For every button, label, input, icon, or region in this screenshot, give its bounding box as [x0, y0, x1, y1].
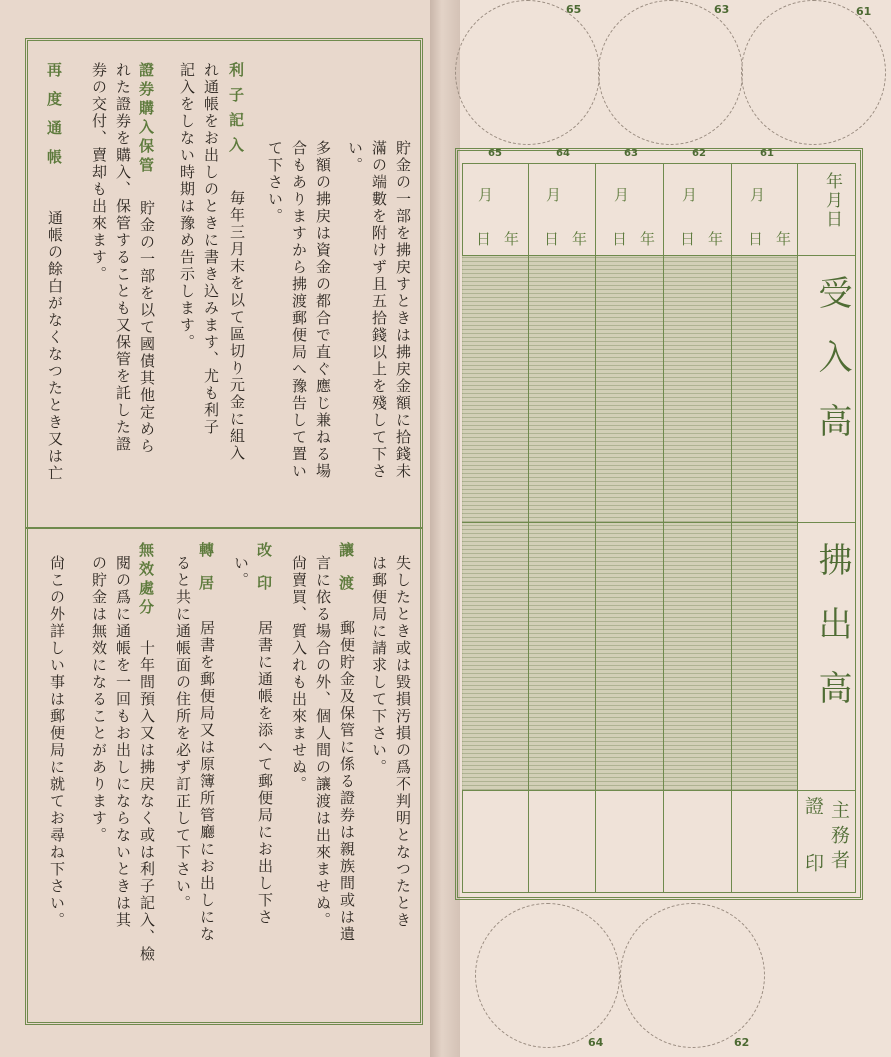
year-label: 年	[776, 230, 792, 248]
text-col: 言に依る場合の外、個人間の讓渡は出來ませぬ。	[314, 555, 332, 929]
section-heading-move: 轉居	[197, 542, 215, 608]
tab-number: 62	[692, 148, 706, 159]
grid-row-line	[462, 522, 856, 523]
tab-number: 65	[488, 148, 502, 159]
text-col: 毎年三月末を以て區切り元金に組入	[228, 190, 246, 462]
circle-number: 61	[856, 5, 872, 18]
postmark-circle	[475, 903, 620, 1048]
text-col: 滿の端數を附けず且五拾錢以上を殘して下さ	[370, 140, 388, 480]
circle-number: 65	[566, 3, 582, 16]
day-label: 日	[748, 230, 764, 248]
text-col: れ通帳をお出しのときに書き込みます、尤も利子	[202, 62, 220, 436]
text-col: 貯金の一部を以て國債其他定めら	[138, 200, 156, 455]
grid-row-line	[462, 790, 856, 791]
circle-number: 62	[734, 1036, 750, 1049]
section-heading-reissue: 再度通帳	[45, 62, 63, 178]
grid-col-line	[528, 163, 529, 893]
month-label: 月	[614, 186, 630, 204]
seal-label-officer: 主務者	[828, 800, 850, 875]
text-col: 尙賣買、質入れも出來ませぬ。	[290, 555, 308, 793]
text-col: は郵便局に請求して下さい。	[370, 555, 388, 776]
year-label: 年	[504, 230, 520, 248]
grid-col-line	[595, 163, 596, 893]
text-col: 居書を郵便局又は原簿所管廳にお出しにな	[198, 620, 216, 943]
text-col: 閱の爲に通帳を一回もお出しにならないときは其	[114, 555, 132, 929]
text-col: の貯金は無效になることがあります。	[90, 555, 108, 844]
day-label: 日	[680, 230, 696, 248]
grid-row-line	[462, 255, 856, 256]
text-col: い。	[232, 555, 250, 589]
circle-number: 64	[588, 1036, 604, 1049]
text-col: 郵便貯金及保管に係る證券は親族間或は遺	[338, 620, 356, 943]
text-col: 尙この外詳しい事は郵便局に就てお尋ね下さい。	[48, 555, 66, 929]
month-label: 月	[478, 186, 494, 204]
day-label: 日	[612, 230, 628, 248]
text-col: 合もありますから拂渡郵便局へ豫告して置い	[290, 140, 308, 480]
month-label: 月	[546, 186, 562, 204]
text-col: て下さい。	[266, 140, 284, 225]
section-heading-invalidation: 無效處分	[137, 542, 155, 618]
section-heading-securities: 證券購入保管	[137, 62, 155, 176]
text-col: 券の交付、賣却も出來ます。	[90, 62, 108, 283]
withdraw-label: 拂出高	[812, 542, 852, 734]
postmark-circle	[598, 0, 743, 145]
circle-number: 63	[714, 3, 730, 16]
text-col: 貯金の一部を拂戻すときは拂戻金額に拾錢未	[394, 140, 412, 480]
seal-label-stamp: 證印	[802, 796, 824, 910]
text-col: 居書に通帳を添へて郵便局にお出し下さ	[256, 620, 274, 926]
postmark-circle	[620, 903, 765, 1048]
tab-number: 63	[624, 148, 638, 159]
grid-col-line	[663, 163, 664, 893]
left-frame-divider	[25, 527, 423, 529]
text-col: ると共に通帳面の住所を必ず訂正して下さい。	[174, 555, 192, 912]
text-col: 記入をしない時期は豫め告示します。	[178, 62, 196, 351]
year-label: 年	[640, 230, 656, 248]
day-label: 日	[544, 230, 560, 248]
tab-number: 64	[556, 148, 570, 159]
date-header: 年月日	[822, 172, 842, 229]
postmark-circle	[455, 0, 600, 145]
month-label: 月	[682, 186, 698, 204]
text-col: い。	[346, 140, 364, 174]
year-label: 年	[708, 230, 724, 248]
section-heading-interest: 利子記入	[227, 62, 245, 162]
grid-col-line	[731, 163, 732, 893]
text-col: れた證券を購入、保管することも又保管を託した證	[114, 62, 132, 453]
deposit-label: 受入高	[812, 275, 852, 467]
month-label: 月	[750, 186, 766, 204]
section-heading-transfer: 讓渡	[337, 542, 355, 608]
text-col: 通帳の餘白がなくなつたとき又は亡	[46, 210, 64, 482]
text-col: 失したとき或は毀損汚損の爲不判明となつたとき	[394, 555, 412, 929]
day-label: 日	[476, 230, 492, 248]
text-col: 十年間預入又は拂戻なく或は利子記入、檢	[138, 640, 156, 963]
grid-col-line	[797, 163, 798, 893]
text-col: 多額の拂戻は資金の都合で直ぐ應じ兼ねる場	[314, 140, 332, 480]
year-label: 年	[572, 230, 588, 248]
postmark-circle	[741, 0, 886, 145]
tab-number: 61	[760, 148, 774, 159]
left-text-frame	[25, 38, 423, 1025]
section-heading-seal-change: 改印	[255, 542, 273, 608]
